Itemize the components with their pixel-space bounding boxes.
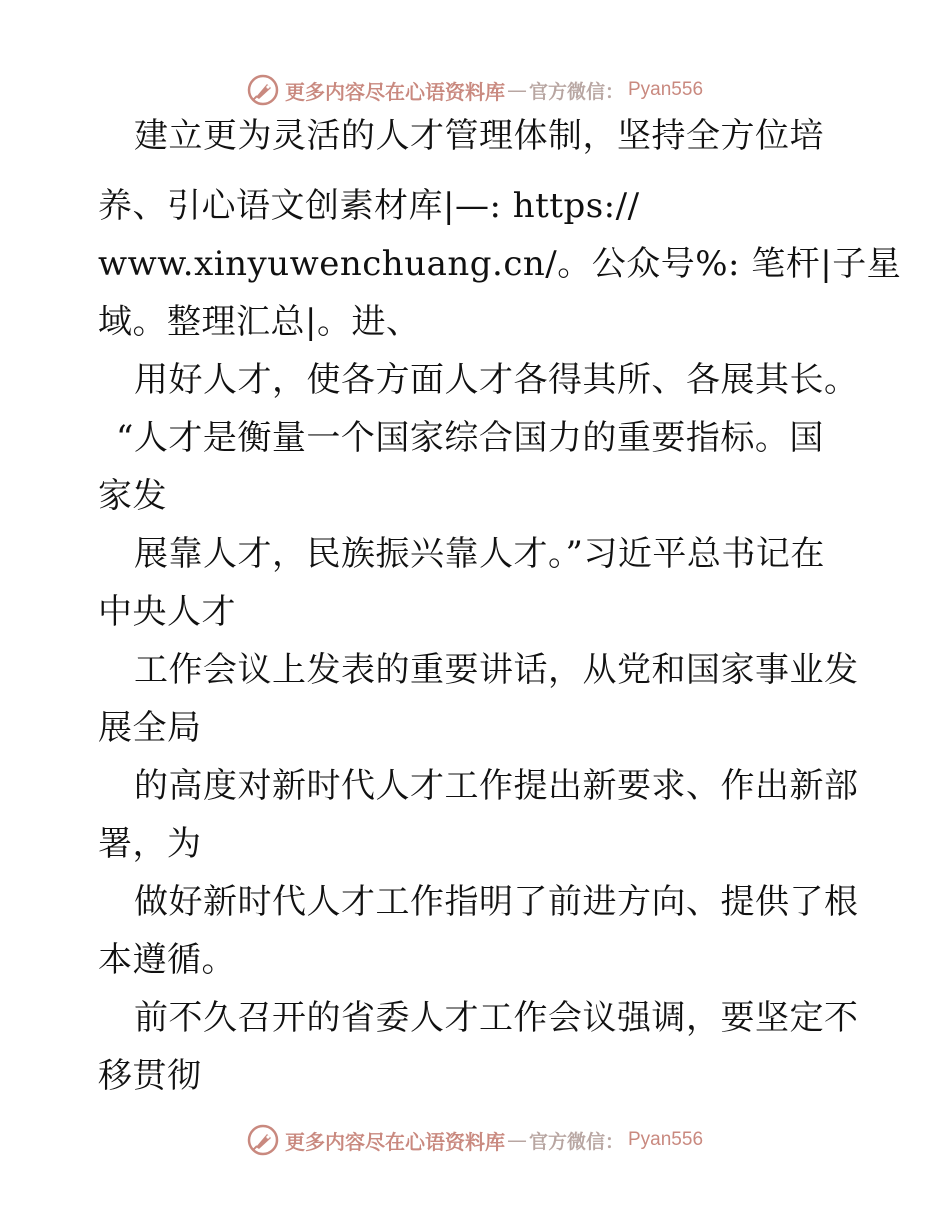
text-line: 建立更为灵活的人才管理体制，坚持全方位培 [134, 116, 824, 156]
text-line: 移贯彻 [98, 1056, 202, 1096]
text-line: 中央人才 [98, 592, 236, 632]
footer-banner [0, 1120, 950, 1160]
text-line: 前不久召开的省委人才工作会议强调，要坚定不 [134, 998, 859, 1038]
banner-subtitle: 官方微信： [528, 80, 624, 103]
banner-separator: — [506, 78, 527, 102]
banner-wechat-id: Pyan556 [628, 1129, 704, 1150]
text-line: 展靠人才，民族振兴靠人才。”习近平总书记在 [134, 534, 825, 574]
text-line: 家发 [98, 476, 167, 516]
text-line: 工作会议上发表的重要讲话，从党和国家事业发 [134, 650, 859, 690]
text-line: 用好人才，使各方面人才各得其所、各展其长。 [134, 360, 859, 400]
text-line: 域。整理汇总|。进、 [98, 302, 421, 342]
banner-wechat-id: Pyan556 [628, 79, 704, 100]
header-banner [0, 70, 950, 110]
text-line: 署，为 [98, 824, 202, 864]
text-line: 做好新时代人才工作指明了前进方向、提供了根 [134, 882, 859, 922]
pen-nib-logo-icon [247, 74, 279, 106]
text-line: 的高度对新时代人才工作提出新要求、作出新部 [134, 766, 859, 806]
text-line: www.xinyuwenchuang.cn/。公众号%: 笔杆|子星 [98, 244, 902, 284]
banner-text: 更多内容尽在心语资料库 [284, 1129, 505, 1154]
text-line: 本遵循。 [98, 940, 236, 980]
text-line: “人才是衡量一个国家综合国力的重要指标。国 [116, 418, 824, 458]
text-line: 展全局 [98, 708, 202, 748]
pen-nib-logo-icon [247, 1124, 279, 1156]
banner-separator: — [506, 1128, 527, 1152]
text-line: 养、引心语文创素材库|—: https:// [98, 186, 640, 226]
banner-text: 更多内容尽在心语资料库 [284, 79, 505, 104]
banner-subtitle: 官方微信： [528, 1130, 624, 1153]
